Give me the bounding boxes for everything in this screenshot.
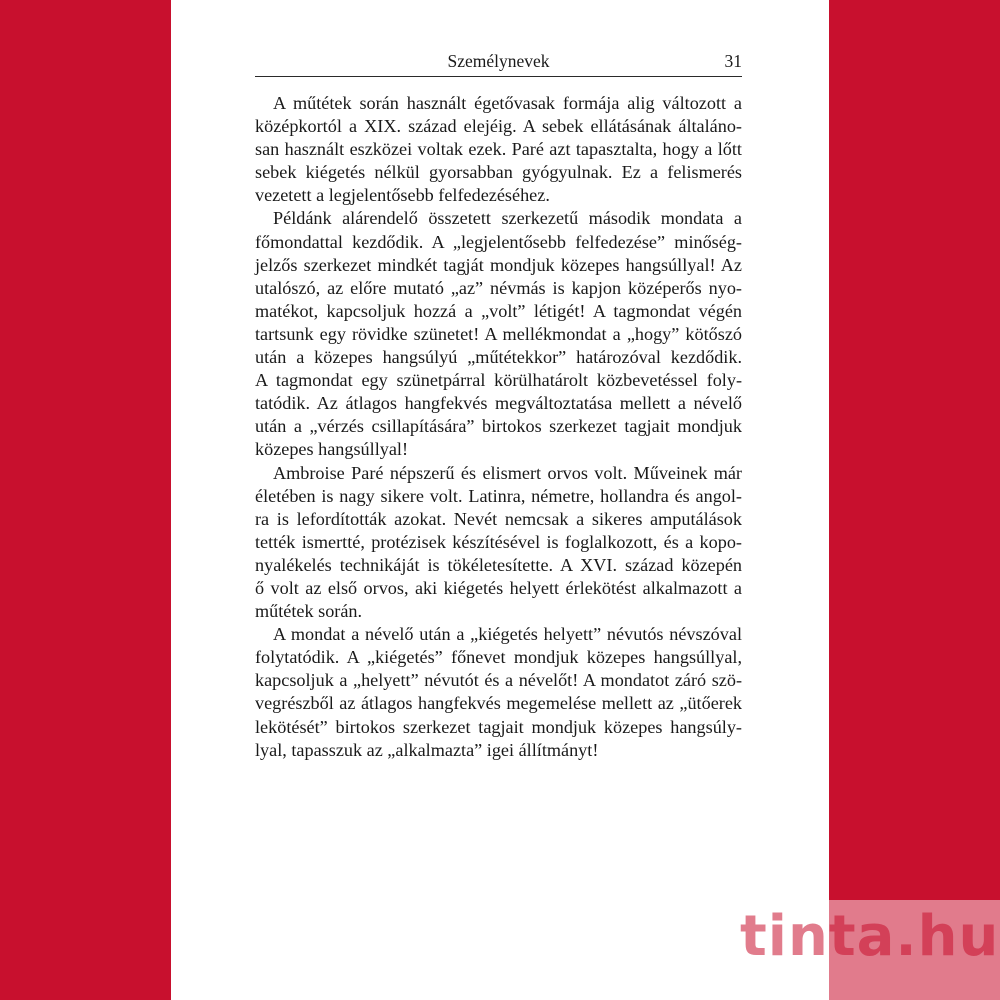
text-line: ő volt az első orvos, aki kiégetés helyett érlekötést alkalmazott a — [255, 577, 742, 598]
text-line: A mondat a névelő után a „kiégetés helyett” névutós névszóval — [273, 624, 742, 645]
text-line: tették ismertté, protézisek készítésével is foglalkozott, és a kopo- — [255, 531, 742, 552]
text-line: Példánk alárendelő összetett szerkezetű második mondata a — [273, 208, 742, 229]
text-line: lyal, tapasszuk az „alkalmazta” igei állítmányt! — [255, 739, 599, 760]
text-line: jelzős szerkezet mindkét tagját mondjuk közepes hangsúllyal! Az — [255, 254, 742, 275]
body-text — [255, 92, 742, 762]
running-head — [255, 48, 742, 77]
text-line: san használt eszközei voltak ezek. Paré azt tapasztalta, hogy a lőtt — [255, 139, 742, 160]
text-line: tatódik. Az átlagos hangfekvés megváltoztatása mellett a névelő — [255, 393, 742, 414]
text-line: Ambroise Paré népszerű és elismert orvos volt. Műveinek már — [273, 462, 742, 483]
paragraph — [255, 92, 742, 207]
text-line: műtétek során. — [255, 601, 363, 622]
text-line: után a „vérzés csillapítására” birtokos szerkezet tagjait mondjuk — [255, 416, 742, 437]
paragraph — [255, 462, 742, 624]
text-line: tartsunk egy rövidke szünetet! A mellékmondat a „hogy” kötőszó — [255, 323, 742, 344]
text-line: vegrészből az átlagos hangfekvés megemelése mellett az „ütőerek — [255, 693, 742, 714]
text-line: kapcsoljuk a „helyett” névutót és a névelőt! A mondatot záró szö- — [255, 670, 742, 691]
text-line: főmondattal kezdődik. A „legjelentősebb felfedezése” minőség- — [255, 231, 742, 252]
text-line: matékot, kapcsoljuk hozzá a „volt” létigét! A tagmondat végén — [255, 300, 742, 321]
paragraph — [255, 207, 742, 461]
text-line: életében is nagy sikere volt. Latinra, németre, hollandra és angol- — [255, 485, 742, 506]
running-title: Személynevek — [447, 51, 550, 71]
page-number: 31 — [724, 51, 742, 71]
paragraph — [255, 623, 742, 762]
text-line: folytatódik. A „kiégetés” főnevet mondjuk közepes hangsúllyal, — [255, 647, 742, 668]
book-page — [171, 0, 829, 1000]
text-line: nyalékelés technikáját is tökéletesítette. A XVI. század közepén — [255, 554, 742, 575]
text-line: vezetett a legjelentősebb felfedezéséhez. — [255, 185, 550, 206]
text-line: A tagmondat egy szünetpárral körülhatárolt közbevetéssel foly- — [255, 370, 742, 391]
text-line: közepes hangsúllyal! — [255, 439, 409, 460]
text-line: középkortól a XIX. század elejéig. A sebek ellátásának általáno- — [255, 116, 742, 137]
text-line: ra is lefordították azokat. Nevét nemcsak a sikeres amputálások — [255, 508, 742, 529]
text-line: utalószó, az előre mutató „az” névmás is kapjon középerős nyo- — [255, 277, 742, 298]
text-line: lekötését” birtokos szerkezet tagjait mondjuk közepes hangsúly- — [255, 716, 742, 737]
watermark-logo: tinta.hu — [740, 904, 1000, 969]
text-line: sebek kiégetés nélkül gyorsabban gyógyulnak. Ez a felismerés — [255, 162, 742, 183]
text-line: A műtétek során használt égetővasak formája alig változott a — [273, 93, 742, 113]
text-line: után a közepes hangsúlyú „műtétekkor” határozóval kezdődik. — [255, 347, 742, 368]
